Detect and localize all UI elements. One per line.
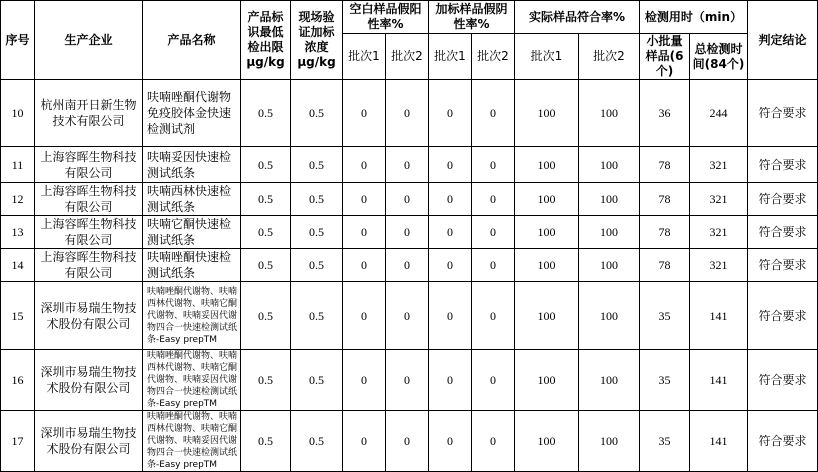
header-spike: 现场验证加标浓度μg/kg [291,1,343,80]
header-spiked-batch2: 批次2 [472,34,515,80]
row-company: 上海容晖生物科技有限公司 [35,216,143,249]
header-small-batch: 小批量样品(6个) [640,34,690,80]
table-row [1,183,818,216]
row-spiked-batch1: 0 [429,350,472,411]
row-spiked-batch1: 0 [429,80,472,147]
row-company: 深圳市易瑞生物技术股份有限公司 [35,350,143,411]
row-product: 呋喃唑酮快速检测试纸条 [143,249,241,282]
table-row [1,411,818,472]
row-seq: 10 [1,80,35,147]
row-spiked-batch1: 0 [429,411,472,472]
row-seq: 16 [1,350,35,411]
row-conf-batch2: 100 [579,216,640,249]
row-blank-batch2: 0 [386,249,429,282]
row-spiked-batch1: 0 [429,282,472,350]
row-total-time: 321 [690,216,748,249]
row-product: 呋喃唑酮代谢物、呋喃西林代谢物、呋喃它酮代谢物、呋喃妥因代谢物四合一快速检测试纸条-Easy prepTM [143,411,241,472]
row-spiked-batch1: 0 [429,183,472,216]
row-company: 上海容晖生物科技有限公司 [35,249,143,282]
row-blank-batch2: 0 [386,216,429,249]
table-row [1,282,818,350]
row-conf-batch1: 100 [515,350,579,411]
header-spiked-fn: 加标样品假阴性率% [429,1,515,34]
row-spiked-batch1: 0 [429,249,472,282]
row-spiked-batch1: 0 [429,147,472,183]
row-lod: 0.5 [241,350,291,411]
row-conf-batch1: 100 [515,80,579,147]
header-blank-batch2: 批次2 [386,34,429,80]
row-blank-batch2: 0 [386,350,429,411]
row-company: 上海容晖生物科技有限公司 [35,147,143,183]
row-product: 呋喃西林快速检测试纸条 [143,183,241,216]
row-total-time: 141 [690,350,748,411]
row-total-time: 321 [690,147,748,183]
row-spike: 0.5 [291,411,343,472]
table-row [1,80,818,147]
row-lod: 0.5 [241,216,291,249]
row-spiked-batch1: 0 [429,216,472,249]
row-conclusion: 符合要求 [748,80,818,147]
row-total-time: 321 [690,183,748,216]
row-company: 上海容晖生物科技有限公司 [35,183,143,216]
row-conclusion: 符合要求 [748,183,818,216]
header-total-time: 总检测时间(84个) [690,34,748,80]
row-blank-batch2: 0 [386,147,429,183]
header-lod: 产品标识最低检出限 μg/kg [241,1,291,80]
row-spike: 0.5 [291,350,343,411]
row-conf-batch1: 100 [515,147,579,183]
row-conf-batch1: 100 [515,216,579,249]
row-conf-batch1: 100 [515,411,579,472]
row-total-time: 141 [690,282,748,350]
row-blank-batch1: 0 [343,249,386,282]
row-company: 深圳市易瑞生物技术股份有限公司 [35,282,143,350]
row-product: 呋喃唑酮代谢物、呋喃西林代谢物、呋喃它酮代谢物、呋喃妥因代谢物四合一快速检测试纸条-Easy prepTM [143,282,241,350]
header-row-1 [1,1,818,34]
row-blank-batch1: 0 [343,147,386,183]
row-small-batch-time: 35 [640,411,690,472]
header-spiked-batch1: 批次1 [429,34,472,80]
row-conclusion: 符合要求 [748,249,818,282]
row-spike: 0.5 [291,147,343,183]
row-blank-batch2: 0 [386,282,429,350]
row-conclusion: 符合要求 [748,350,818,411]
row-seq: 14 [1,249,35,282]
row-spike: 0.5 [291,183,343,216]
row-blank-batch1: 0 [343,350,386,411]
table-row [1,147,818,183]
row-conf-batch2: 100 [579,350,640,411]
row-conf-batch2: 100 [579,282,640,350]
row-blank-batch1: 0 [343,80,386,147]
header-conf-batch2: 批次2 [579,34,640,80]
row-spike: 0.5 [291,282,343,350]
header-product: 产品名称 [143,1,241,80]
row-conf-batch2: 100 [579,80,640,147]
header-company: 生产企业 [35,1,143,80]
row-spiked-batch2: 0 [472,147,515,183]
row-blank-batch1: 0 [343,216,386,249]
row-spike: 0.5 [291,216,343,249]
row-conf-batch2: 100 [579,147,640,183]
row-spike: 0.5 [291,80,343,147]
row-conf-batch1: 100 [515,282,579,350]
row-small-batch-time: 78 [640,147,690,183]
row-product: 呋喃妥因快速检测试纸条 [143,147,241,183]
row-blank-batch1: 0 [343,411,386,472]
row-spiked-batch2: 0 [472,411,515,472]
row-blank-batch1: 0 [343,183,386,216]
row-seq: 17 [1,411,35,472]
row-product: 呋喃唑酮代谢物免疫胶体金快速检测试剂 [143,80,241,147]
row-product: 呋喃唑酮代谢物、呋喃西林代谢物、呋喃它酮代谢物、呋喃妥因代谢物四合一快速检测试纸条-Easy prepTM [143,350,241,411]
row-lod: 0.5 [241,249,291,282]
row-company: 杭州南开日新生物技术有限公司 [35,80,143,147]
table-row [1,216,818,249]
row-lod: 0.5 [241,80,291,147]
row-spiked-batch2: 0 [472,350,515,411]
header-blank-batch1: 批次1 [343,34,386,80]
header-conclusion: 判定结论 [748,1,818,80]
row-small-batch-time: 35 [640,350,690,411]
row-blank-batch2: 0 [386,411,429,472]
row-small-batch-time: 78 [640,249,690,282]
row-total-time: 141 [690,411,748,472]
row-blank-batch1: 0 [343,282,386,350]
row-conf-batch1: 100 [515,249,579,282]
row-blank-batch2: 0 [386,80,429,147]
row-spiked-batch2: 0 [472,282,515,350]
row-conf-batch2: 100 [579,411,640,472]
table-body [1,80,818,472]
row-conclusion: 符合要求 [748,282,818,350]
row-seq: 15 [1,282,35,350]
row-lod: 0.5 [241,282,291,350]
header-blank-fp: 空白样品假阳性率% [343,1,429,34]
header-seq: 序号 [1,1,35,80]
row-conf-batch2: 100 [579,183,640,216]
row-seq: 12 [1,183,35,216]
row-small-batch-time: 35 [640,282,690,350]
row-spike: 0.5 [291,249,343,282]
row-spiked-batch2: 0 [472,80,515,147]
row-conclusion: 符合要求 [748,411,818,472]
row-conf-batch1: 100 [515,183,579,216]
row-spiked-batch2: 0 [472,216,515,249]
header-conformity: 实际样品符合率% [515,1,640,34]
table-row [1,350,818,411]
row-lod: 0.5 [241,183,291,216]
row-total-time: 244 [690,80,748,147]
row-product: 呋喃它酮快速检测试纸条 [143,216,241,249]
row-conf-batch2: 100 [579,249,640,282]
row-spiked-batch2: 0 [472,183,515,216]
row-seq: 11 [1,147,35,183]
row-conclusion: 符合要求 [748,147,818,183]
row-small-batch-time: 78 [640,183,690,216]
row-conclusion: 符合要求 [748,216,818,249]
row-lod: 0.5 [241,147,291,183]
row-small-batch-time: 78 [640,216,690,249]
row-total-time: 321 [690,249,748,282]
row-small-batch-time: 36 [640,80,690,147]
row-blank-batch2: 0 [386,183,429,216]
row-lod: 0.5 [241,411,291,472]
row-seq: 13 [1,216,35,249]
row-company: 深圳市易瑞生物技术股份有限公司 [35,411,143,472]
header-time: 检测用时（min） [640,1,748,34]
table-row [1,249,818,282]
row-spiked-batch2: 0 [472,249,515,282]
header-conf-batch1: 批次1 [515,34,579,80]
